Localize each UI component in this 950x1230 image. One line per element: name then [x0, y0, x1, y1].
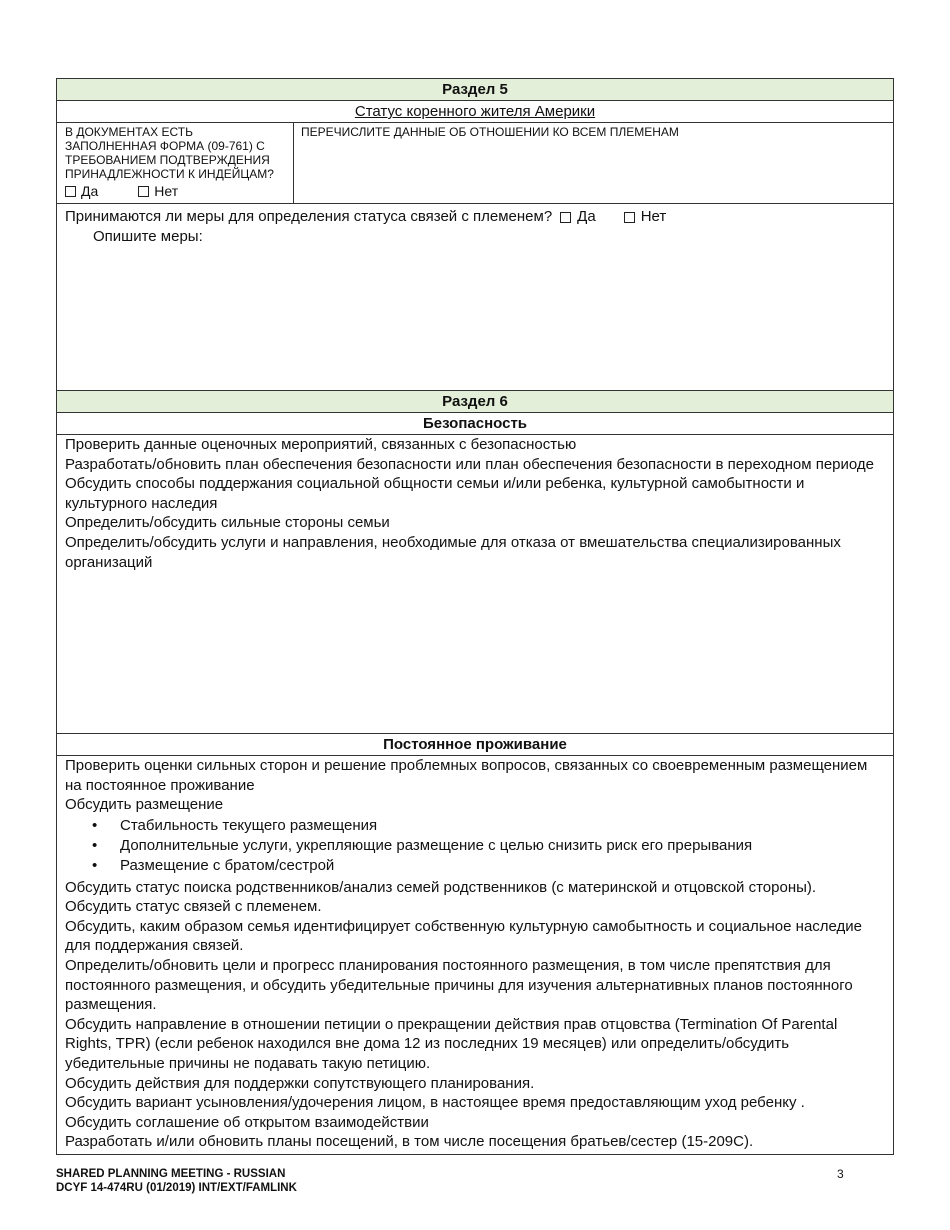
section-5-title: [57, 101, 893, 123]
permanency-title: Постоянное проживание: [57, 734, 893, 756]
footer-form-title: SHARED PLANNING MEETING - RUSSIAN: [56, 1168, 286, 1180]
permanency-line: Обсудить статус связей с племенем.: [65, 898, 322, 916]
no-label: Нет: [154, 183, 179, 199]
permanency-line: Обсудить направление в отношении петиции о прекращении действия прав отцовства (Termination Of Parental Rights, TPR) (если ребенок находился вне дома 12 из последних 19 месяцев) или определить/обсудить убедительные причины не подавать такую петицию.: [65, 1015, 838, 1073]
section-6-header: Раздел 6: [57, 391, 893, 413]
safety-title: Безопасность: [57, 413, 893, 435]
section-5-header: Раздел 5: [57, 79, 893, 101]
placement-bullet: • Дополнительные услуги, укрепляющие размещение с целью снизить риск его прерывания: [65, 836, 885, 856]
placement-bullets: [65, 816, 885, 877]
safety-block: [57, 435, 893, 734]
safety-line: Проверить данные оценочных мероприятий, связанных с безопасностью: [65, 436, 577, 453]
permanency-line: Обсудить размещение: [65, 796, 224, 814]
permanency-line: Обсудить статус поиска родственников/анализ семей родственников (с материнской и отцовской стороны).: [65, 878, 817, 896]
placement-bullet: • Размещение с братом/сестрой: [65, 856, 885, 876]
measures-yes-label: Да: [577, 208, 596, 225]
permanency-block: [57, 756, 893, 1154]
safety-line: Определить/обсудить услуги и направления, необходимые для отказа от вмешательства специализированных организаций: [65, 533, 841, 571]
tribal-measures-question-line: [65, 207, 885, 227]
page-number: 3: [837, 1167, 844, 1181]
indian-form-question: В ДОКУМЕНТАХ ЕСТЬ ЗАПОЛНЕННАЯ ФОРМА (09-761) С ТРЕБОВАНИЕМ ПОДТВЕРЖДЕНИЯ ПРИНАДЛЕЖНОСТИ К ИНДЕЙЦАМ?: [65, 125, 274, 181]
tribal-measures-block: [57, 204, 893, 391]
safety-line: Определить/обсудить сильные стороны семьи: [65, 514, 390, 532]
placement-bullet: • Стабильность текущего размещения: [65, 816, 885, 836]
permanency-line: Проверить оценки сильных сторон и решение проблемных вопросов, связанных со своевременным размещением на постоянное проживание: [65, 757, 868, 794]
safety-line: Разработать/обновить план обеспечения безопасности или план обеспечения безопасности в переходном периоде: [65, 455, 874, 473]
describe-measures-label: Опишите меры:: [93, 228, 203, 245]
indian-form-question-cell: [57, 123, 294, 203]
no-checkbox[interactable]: [138, 186, 149, 197]
permanency-line: Разработать и/или обновить планы посещений, в том числе посещения братьев/сестер (15-209C).: [65, 1133, 754, 1151]
measures-yes-checkbox[interactable]: [560, 212, 571, 223]
permanency-line: Обсудить, каким образом семья идентифицирует собственную культурную самобытность и социальное наследие для поддержания связей.: [65, 917, 863, 955]
permanency-line: Обсудить вариант усыновления/удочерения лицом, в настоящее время предоставляющим уход ребенку .: [65, 1094, 805, 1112]
tribes-list-field[interactable]: [294, 123, 893, 203]
yes-checkbox[interactable]: [65, 186, 76, 197]
form-table: [56, 78, 894, 1155]
tribal-measures-question: Принимаются ли меры для определения статуса связей с племенем?: [65, 208, 553, 225]
permanency-line: Обсудить соглашение об открытом взаимодействии: [65, 1113, 429, 1131]
measures-no-label: Нет: [640, 208, 667, 225]
yes-label: Да: [81, 183, 99, 199]
permanency-line: Определить/обновить цели и прогресс планирования постоянного размещения, в том числе препятствия для постоянного размещения, и обсудить убедительные причины для изучения альтернативных планов постоянного размещения.: [65, 957, 853, 1014]
indian-form-options: [65, 184, 285, 198]
page-footer: [56, 1167, 297, 1195]
indian-form-row: [57, 123, 893, 204]
permanency-line: Обсудить действия для поддержки сопутствующего планирования.: [65, 1074, 535, 1092]
tribes-list-label: ПЕРЕЧИСЛИТЕ ДАННЫЕ ОБ ОТНОШЕНИИ КО ВСЕМ ПЛЕМЕНАМ: [301, 125, 679, 139]
section-5-title-text: Статус коренного жителя Америки: [354, 103, 596, 120]
describe-measures-field[interactable]: [65, 227, 885, 247]
footer-form-number: DCYF 14-474RU (01/2019) INT/EXT/FAMLINK: [56, 1182, 297, 1194]
safety-line: Обсудить способы поддержания социальной общности семьи и/или ребенка, культурной самобытности и культурного наследия: [65, 475, 805, 512]
measures-no-checkbox[interactable]: [624, 212, 635, 223]
